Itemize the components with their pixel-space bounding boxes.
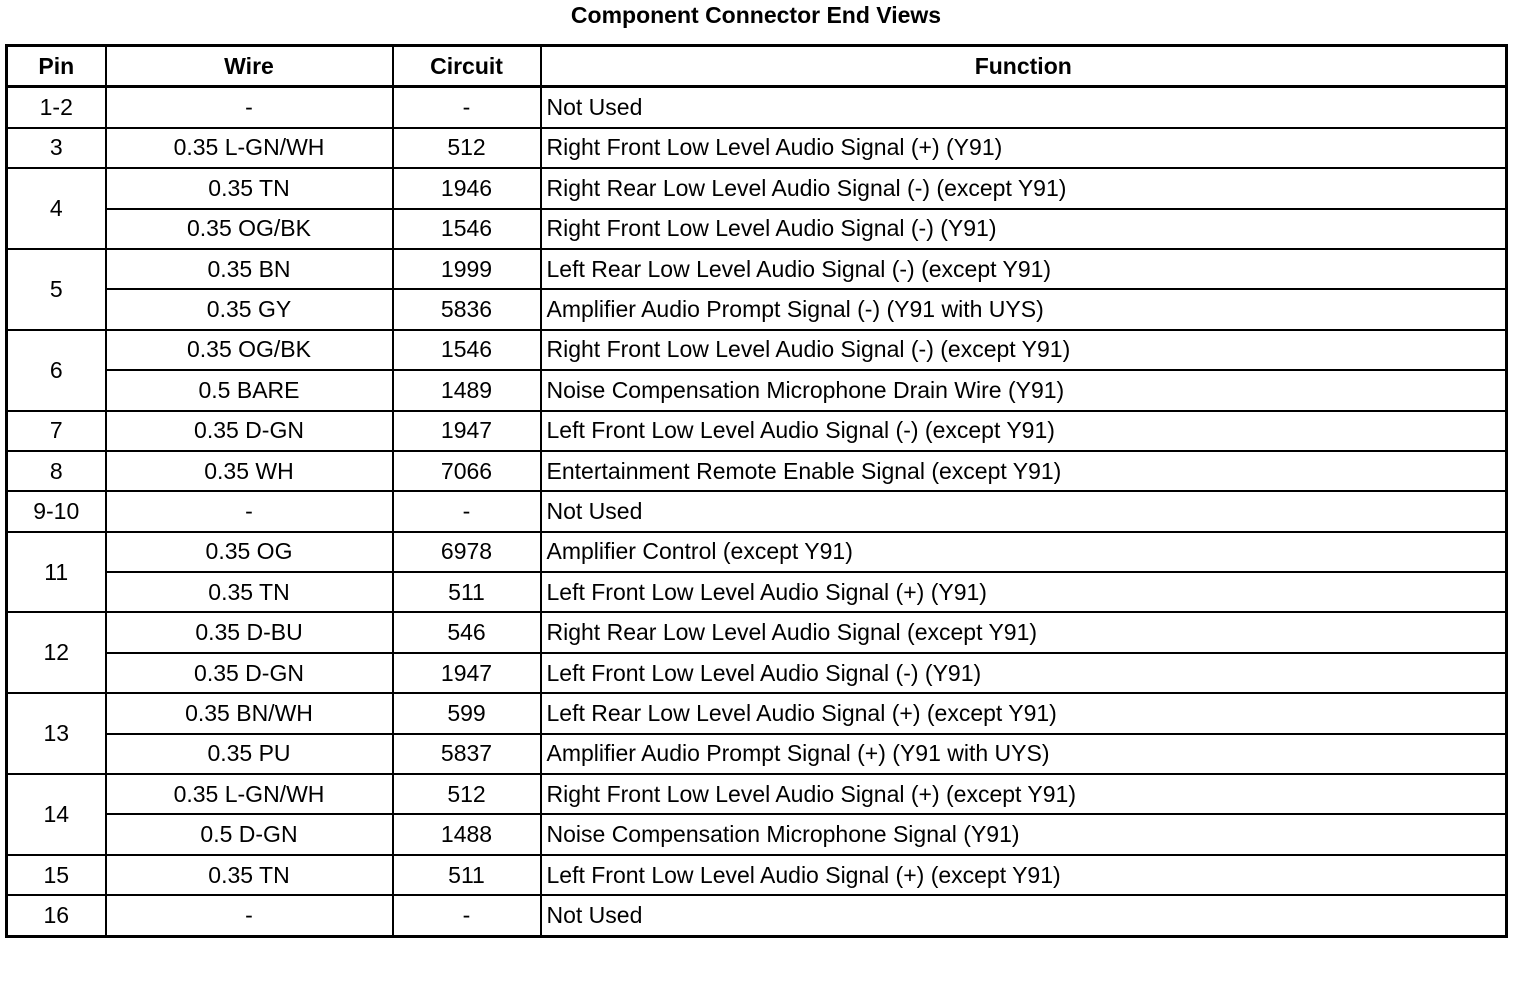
wire-cell: 0.35 BN/WH — [106, 693, 393, 733]
pin-cell: 14 — [7, 774, 106, 855]
table-row — [7, 653, 1507, 693]
function-cell: Left Front Low Level Audio Signal (+) (Y91) — [541, 572, 1507, 612]
circuit-cell: 1999 — [393, 249, 541, 289]
wire-cell: - — [106, 87, 393, 128]
table-row — [7, 128, 1507, 168]
table-row — [7, 411, 1507, 451]
circuit-cell: 7066 — [393, 451, 541, 491]
function-cell: Left Rear Low Level Audio Signal (-) (except Y91) — [541, 249, 1507, 289]
table-row — [7, 249, 1507, 289]
wire-cell: 0.35 TN — [106, 168, 393, 208]
pin-cell: 13 — [7, 693, 106, 774]
wire-cell: - — [106, 895, 393, 936]
wire-cell: 0.35 L-GN/WH — [106, 128, 393, 168]
circuit-cell: 1946 — [393, 168, 541, 208]
wire-cell: 0.35 PU — [106, 734, 393, 774]
pin-cell: 1-2 — [7, 87, 106, 128]
table-row — [7, 693, 1507, 733]
circuit-cell: 6978 — [393, 532, 541, 572]
circuit-cell: 1947 — [393, 411, 541, 451]
function-cell: Noise Compensation Microphone Signal (Y91) — [541, 814, 1507, 854]
column-header-pin: Pin — [7, 46, 106, 87]
function-cell: Right Rear Low Level Audio Signal (except Y91) — [541, 612, 1507, 652]
pin-cell: 11 — [7, 532, 106, 613]
table-row — [7, 451, 1507, 491]
function-cell: Not Used — [541, 895, 1507, 936]
table-row — [7, 855, 1507, 895]
wire-cell: 0.35 D-GN — [106, 653, 393, 693]
table-row — [7, 209, 1507, 249]
pin-cell: 4 — [7, 168, 106, 249]
circuit-cell: 1488 — [393, 814, 541, 854]
pin-cell: 7 — [7, 411, 106, 451]
pin-cell: 5 — [7, 249, 106, 330]
circuit-cell: 512 — [393, 128, 541, 168]
pin-cell: 6 — [7, 330, 106, 411]
table-header-row — [7, 46, 1507, 87]
table-body — [7, 87, 1507, 936]
function-cell: Amplifier Control (except Y91) — [541, 532, 1507, 572]
wire-cell: 0.35 OG/BK — [106, 209, 393, 249]
column-header-function: Function — [541, 46, 1507, 87]
table-row — [7, 895, 1507, 936]
wire-cell: - — [106, 491, 393, 531]
page-title: Component Connector End Views — [570, 2, 942, 28]
column-header-circuit: Circuit — [393, 46, 541, 87]
function-cell: Not Used — [541, 87, 1507, 128]
table-row — [7, 612, 1507, 652]
function-cell: Left Rear Low Level Audio Signal (+) (except Y91) — [541, 693, 1507, 733]
table-row — [7, 330, 1507, 370]
circuit-cell: 1947 — [393, 653, 541, 693]
circuit-cell: 1546 — [393, 330, 541, 370]
function-cell: Amplifier Audio Prompt Signal (-) (Y91 with UYS) — [541, 289, 1507, 329]
wire-cell: 0.35 D-BU — [106, 612, 393, 652]
wire-cell: 0.35 L-GN/WH — [106, 774, 393, 814]
circuit-cell: - — [393, 491, 541, 531]
table-row — [7, 774, 1507, 814]
wire-cell: 0.35 WH — [106, 451, 393, 491]
circuit-cell: 512 — [393, 774, 541, 814]
table-row — [7, 572, 1507, 612]
function-cell: Right Front Low Level Audio Signal (-) (Y91) — [541, 209, 1507, 249]
table-row — [7, 168, 1507, 208]
circuit-cell: 5836 — [393, 289, 541, 329]
function-cell: Right Front Low Level Audio Signal (-) (except Y91) — [541, 330, 1507, 370]
wire-cell: 0.35 GY — [106, 289, 393, 329]
circuit-cell: 1546 — [393, 209, 541, 249]
wire-cell: 0.35 BN — [106, 249, 393, 289]
function-cell: Left Front Low Level Audio Signal (-) (Y91) — [541, 653, 1507, 693]
circuit-cell: - — [393, 87, 541, 128]
function-cell: Left Front Low Level Audio Signal (-) (except Y91) — [541, 411, 1507, 451]
circuit-cell: 1489 — [393, 370, 541, 410]
pin-cell: 9-10 — [7, 491, 106, 531]
table-row — [7, 289, 1507, 329]
table-row — [7, 370, 1507, 410]
table-row — [7, 87, 1507, 128]
wire-cell: 0.5 BARE — [106, 370, 393, 410]
pin-cell: 8 — [7, 451, 106, 491]
function-cell: Right Rear Low Level Audio Signal (-) (except Y91) — [541, 168, 1507, 208]
function-cell: Right Front Low Level Audio Signal (+) (except Y91) — [541, 774, 1507, 814]
circuit-cell: 5837 — [393, 734, 541, 774]
wire-cell: 0.5 D-GN — [106, 814, 393, 854]
function-cell: Not Used — [541, 491, 1507, 531]
function-cell: Entertainment Remote Enable Signal (except Y91) — [541, 451, 1507, 491]
function-cell: Amplifier Audio Prompt Signal (+) (Y91 with UYS) — [541, 734, 1507, 774]
wire-cell: 0.35 D-GN — [106, 411, 393, 451]
wire-cell: 0.35 TN — [106, 572, 393, 612]
pin-cell: 3 — [7, 128, 106, 168]
function-cell: Right Front Low Level Audio Signal (+) (Y91) — [541, 128, 1507, 168]
table-row — [7, 734, 1507, 774]
connector-table — [5, 44, 1508, 938]
function-cell: Left Front Low Level Audio Signal (+) (except Y91) — [541, 855, 1507, 895]
function-cell: Noise Compensation Microphone Drain Wire (Y91) — [541, 370, 1507, 410]
circuit-cell: 546 — [393, 612, 541, 652]
circuit-cell: 511 — [393, 572, 541, 612]
pin-cell: 16 — [7, 895, 106, 936]
pin-cell: 15 — [7, 855, 106, 895]
circuit-cell: 599 — [393, 693, 541, 733]
circuit-cell: - — [393, 895, 541, 936]
wire-cell: 0.35 TN — [106, 855, 393, 895]
table-row — [7, 814, 1507, 854]
wire-cell: 0.35 OG — [106, 532, 393, 572]
table-row — [7, 491, 1507, 531]
wire-cell: 0.35 OG/BK — [106, 330, 393, 370]
table-row — [7, 532, 1507, 572]
circuit-cell: 511 — [393, 855, 541, 895]
column-header-wire: Wire — [106, 46, 393, 87]
pin-cell: 12 — [7, 612, 106, 693]
